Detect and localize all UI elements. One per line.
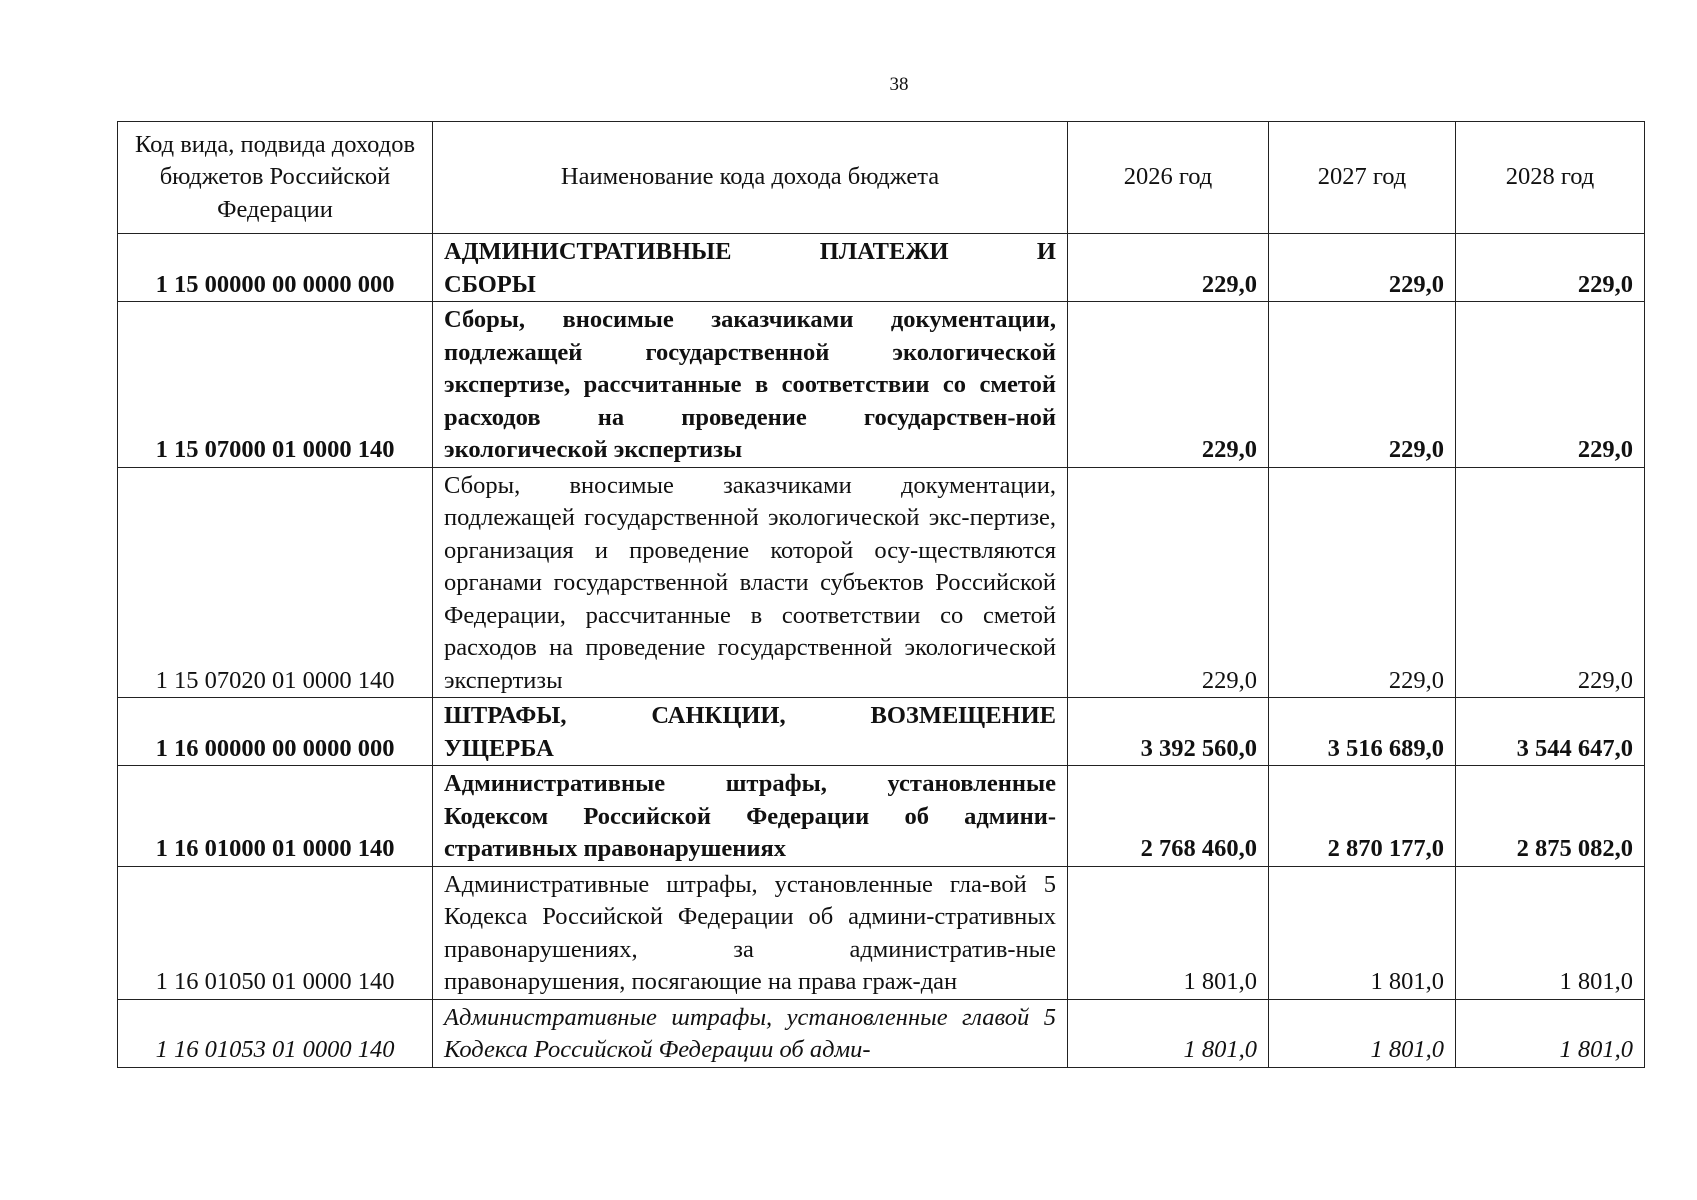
header-name: Наименование кода дохода бюджета (433, 122, 1068, 234)
row-code: 1 15 07000 01 0000 140 (118, 302, 433, 468)
row-value-2027: 1 801,0 (1269, 999, 1456, 1067)
row-value-2026: 1 801,0 (1068, 999, 1269, 1067)
row-name-text: Сборы, вносимые заказчиками документации, подлежащей государственной экологической экспертизе, рассчитанные в соответствии со сметой расходов на проведение государствен-ной экологической экспертизы (444, 306, 1056, 463)
row-value-2026: 1 801,0 (1068, 866, 1269, 999)
row-value-2026: 229,0 (1068, 467, 1269, 698)
row-name (433, 234, 1068, 302)
row-code: 1 16 01000 01 0000 140 (118, 766, 433, 867)
table-row (118, 234, 1645, 302)
header-2026: 2026 год (1068, 122, 1269, 234)
row-code: 1 16 01050 01 0000 140 (118, 866, 433, 999)
row-value-2026: 229,0 (1068, 302, 1269, 468)
row-code: 1 15 00000 00 0000 000 (118, 234, 433, 302)
row-value-2028: 229,0 (1456, 467, 1645, 698)
table-row (118, 302, 1645, 468)
row-code: 1 16 00000 00 0000 000 (118, 698, 433, 766)
header-2028: 2028 год (1456, 122, 1645, 234)
row-name (433, 302, 1068, 468)
row-value-2027: 229,0 (1269, 302, 1456, 468)
row-name-text: Административные штрафы, установленные Кодексом Российской Федерации об админи-стративных правонарушениях (444, 770, 1056, 862)
row-value-2028: 229,0 (1456, 302, 1645, 468)
row-name-text: Административные штрафы, установленные гла-вой 5 Кодекса Российской Федерации об админи-стративных правонарушениях, за административ-ные правонарушения, посягающие на права граж-дан (444, 870, 1056, 995)
row-value-2026: 2 768 460,0 (1068, 766, 1269, 867)
row-name-text: Административные штрафы, установленные главой 5 Кодекса Российской Федерации об адми- (444, 1003, 1056, 1063)
row-name (433, 698, 1068, 766)
row-value-2028: 1 801,0 (1456, 999, 1645, 1067)
row-value-2028: 2 875 082,0 (1456, 766, 1645, 867)
row-value-2028: 3 544 647,0 (1456, 698, 1645, 766)
row-value-2028: 229,0 (1456, 234, 1645, 302)
revenue-table (117, 121, 1645, 1068)
row-value-2027: 2 870 177,0 (1269, 766, 1456, 867)
row-name-text: АДМИНИСТРАТИВНЫЕ ПЛАТЕЖИ И (444, 238, 1056, 265)
row-code: 1 16 01053 01 0000 140 (118, 999, 433, 1067)
row-name (433, 866, 1068, 999)
table-header-row (118, 122, 1645, 234)
row-name (433, 999, 1068, 1067)
header-2027: 2027 год (1269, 122, 1456, 234)
row-name-text: Сборы, вносимые заказчиками документации, подлежащей государственной экологической экс-пертизе, организация и проведение которой осу-ществляются органами государственной власти субъектов Российской Федерации, рассчитанные в соответствии со сметой расходов на проведение государственной экологической экспертизы (444, 471, 1056, 694)
page-number: 38 (889, 74, 909, 95)
row-value-2026: 229,0 (1068, 234, 1269, 302)
row-name (433, 766, 1068, 867)
table-row (118, 866, 1645, 999)
row-code: 1 15 07020 01 0000 140 (118, 467, 433, 698)
row-value-2028: 1 801,0 (1456, 866, 1645, 999)
row-value-2026: 3 392 560,0 (1068, 698, 1269, 766)
table-row (118, 698, 1645, 766)
row-name (433, 467, 1068, 698)
row-name-text-last: СБОРЫ (444, 270, 536, 298)
table-row (118, 766, 1645, 867)
row-value-2027: 1 801,0 (1269, 866, 1456, 999)
table-row (118, 999, 1645, 1067)
header-code: Код вида, подвида доходов бюджетов Российской Федерации (118, 122, 433, 234)
table-row (118, 467, 1645, 698)
row-name-text-last: УЩЕРБА (444, 734, 554, 762)
row-name-text: ШТРАФЫ, САНКЦИИ, ВОЗМЕЩЕНИЕ (444, 702, 1056, 729)
row-value-2027: 229,0 (1269, 467, 1456, 698)
row-value-2027: 229,0 (1269, 234, 1456, 302)
row-value-2027: 3 516 689,0 (1269, 698, 1456, 766)
